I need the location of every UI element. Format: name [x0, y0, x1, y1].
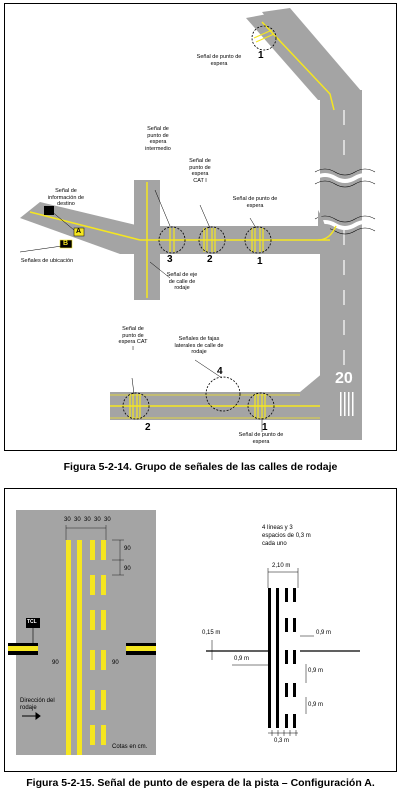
dim-0-9-right: 0,9 m	[316, 630, 332, 636]
figure-2-caption: Figura 5-2-15. Señal de punto de espera de la pista – Configuración A.	[26, 777, 375, 789]
label-holding-top: Señal de punto de espera	[196, 54, 242, 67]
dim-top-1: 30	[64, 517, 71, 523]
dim-top-4: 30	[94, 517, 101, 523]
number-2-mid: 2	[207, 254, 213, 265]
figure-1-caption: Figura 5-2-14. Grupo de señales de las calles de rodaje	[63, 461, 338, 473]
dim-0-9-a: 0,9 m	[308, 668, 324, 674]
number-1-mid: 1	[257, 256, 263, 267]
number-1-bottom: 1	[262, 422, 268, 433]
dim-0-9-left: 0,9 m	[234, 656, 250, 662]
lines-note: 4 líneas y 3 espacios de 0,3 m cada uno	[262, 525, 311, 547]
dim-0-15: 0,15 m	[202, 630, 221, 636]
label-holding-mid: Señal de punto de espera	[232, 196, 278, 209]
dim-right-low: 90	[112, 660, 119, 666]
detail-dims	[212, 568, 314, 736]
yellow-edge-left	[8, 646, 38, 651]
tcl-label: TCL	[27, 619, 37, 625]
number-3: 3	[167, 254, 173, 265]
label-destination: Señal de información de destino	[47, 188, 85, 207]
dim-top-2: 30	[74, 517, 81, 523]
label-intermediate: Señal de punto de espera intermedio	[145, 126, 171, 152]
label-cat1-bottom: Señal de punto de espera CAT I	[118, 326, 148, 352]
label-cat1-top: Señal de punto de espera CAT I	[189, 158, 211, 184]
destination-sign-letter: A	[76, 228, 82, 235]
location-sign-letter: B	[63, 240, 69, 247]
label-holding-bottom: Señal de punto de espera	[238, 432, 284, 445]
dim-0-3: 0,3 m	[274, 738, 290, 744]
number-2-bottom: 2	[145, 422, 151, 433]
units-label: Cotas en cm.	[112, 744, 148, 750]
detail-lines	[268, 588, 296, 728]
dim-right-2: 90	[124, 566, 131, 572]
dim-left: 90	[52, 660, 59, 666]
label-centerline: Señal de eje de calle de rodaje	[166, 272, 198, 291]
dim-top-3: 30	[84, 517, 91, 523]
direction-label: Dirección del rodaje	[20, 698, 55, 711]
label-edge: Señales de fajas laterales de calle de rodaje	[174, 336, 224, 355]
runway-number: 20	[335, 370, 353, 387]
number-4: 4	[217, 366, 223, 377]
yellow-edge-right	[126, 646, 156, 651]
dim-right-1: 90	[124, 546, 131, 552]
number-1-top: 1	[258, 50, 264, 61]
label-location: Señales de ubicación	[20, 258, 74, 264]
dim-2-10: 2,10 m	[272, 563, 291, 569]
dim-top-5: 30	[104, 517, 111, 523]
dim-0-9-b: 0,9 m	[308, 702, 324, 708]
